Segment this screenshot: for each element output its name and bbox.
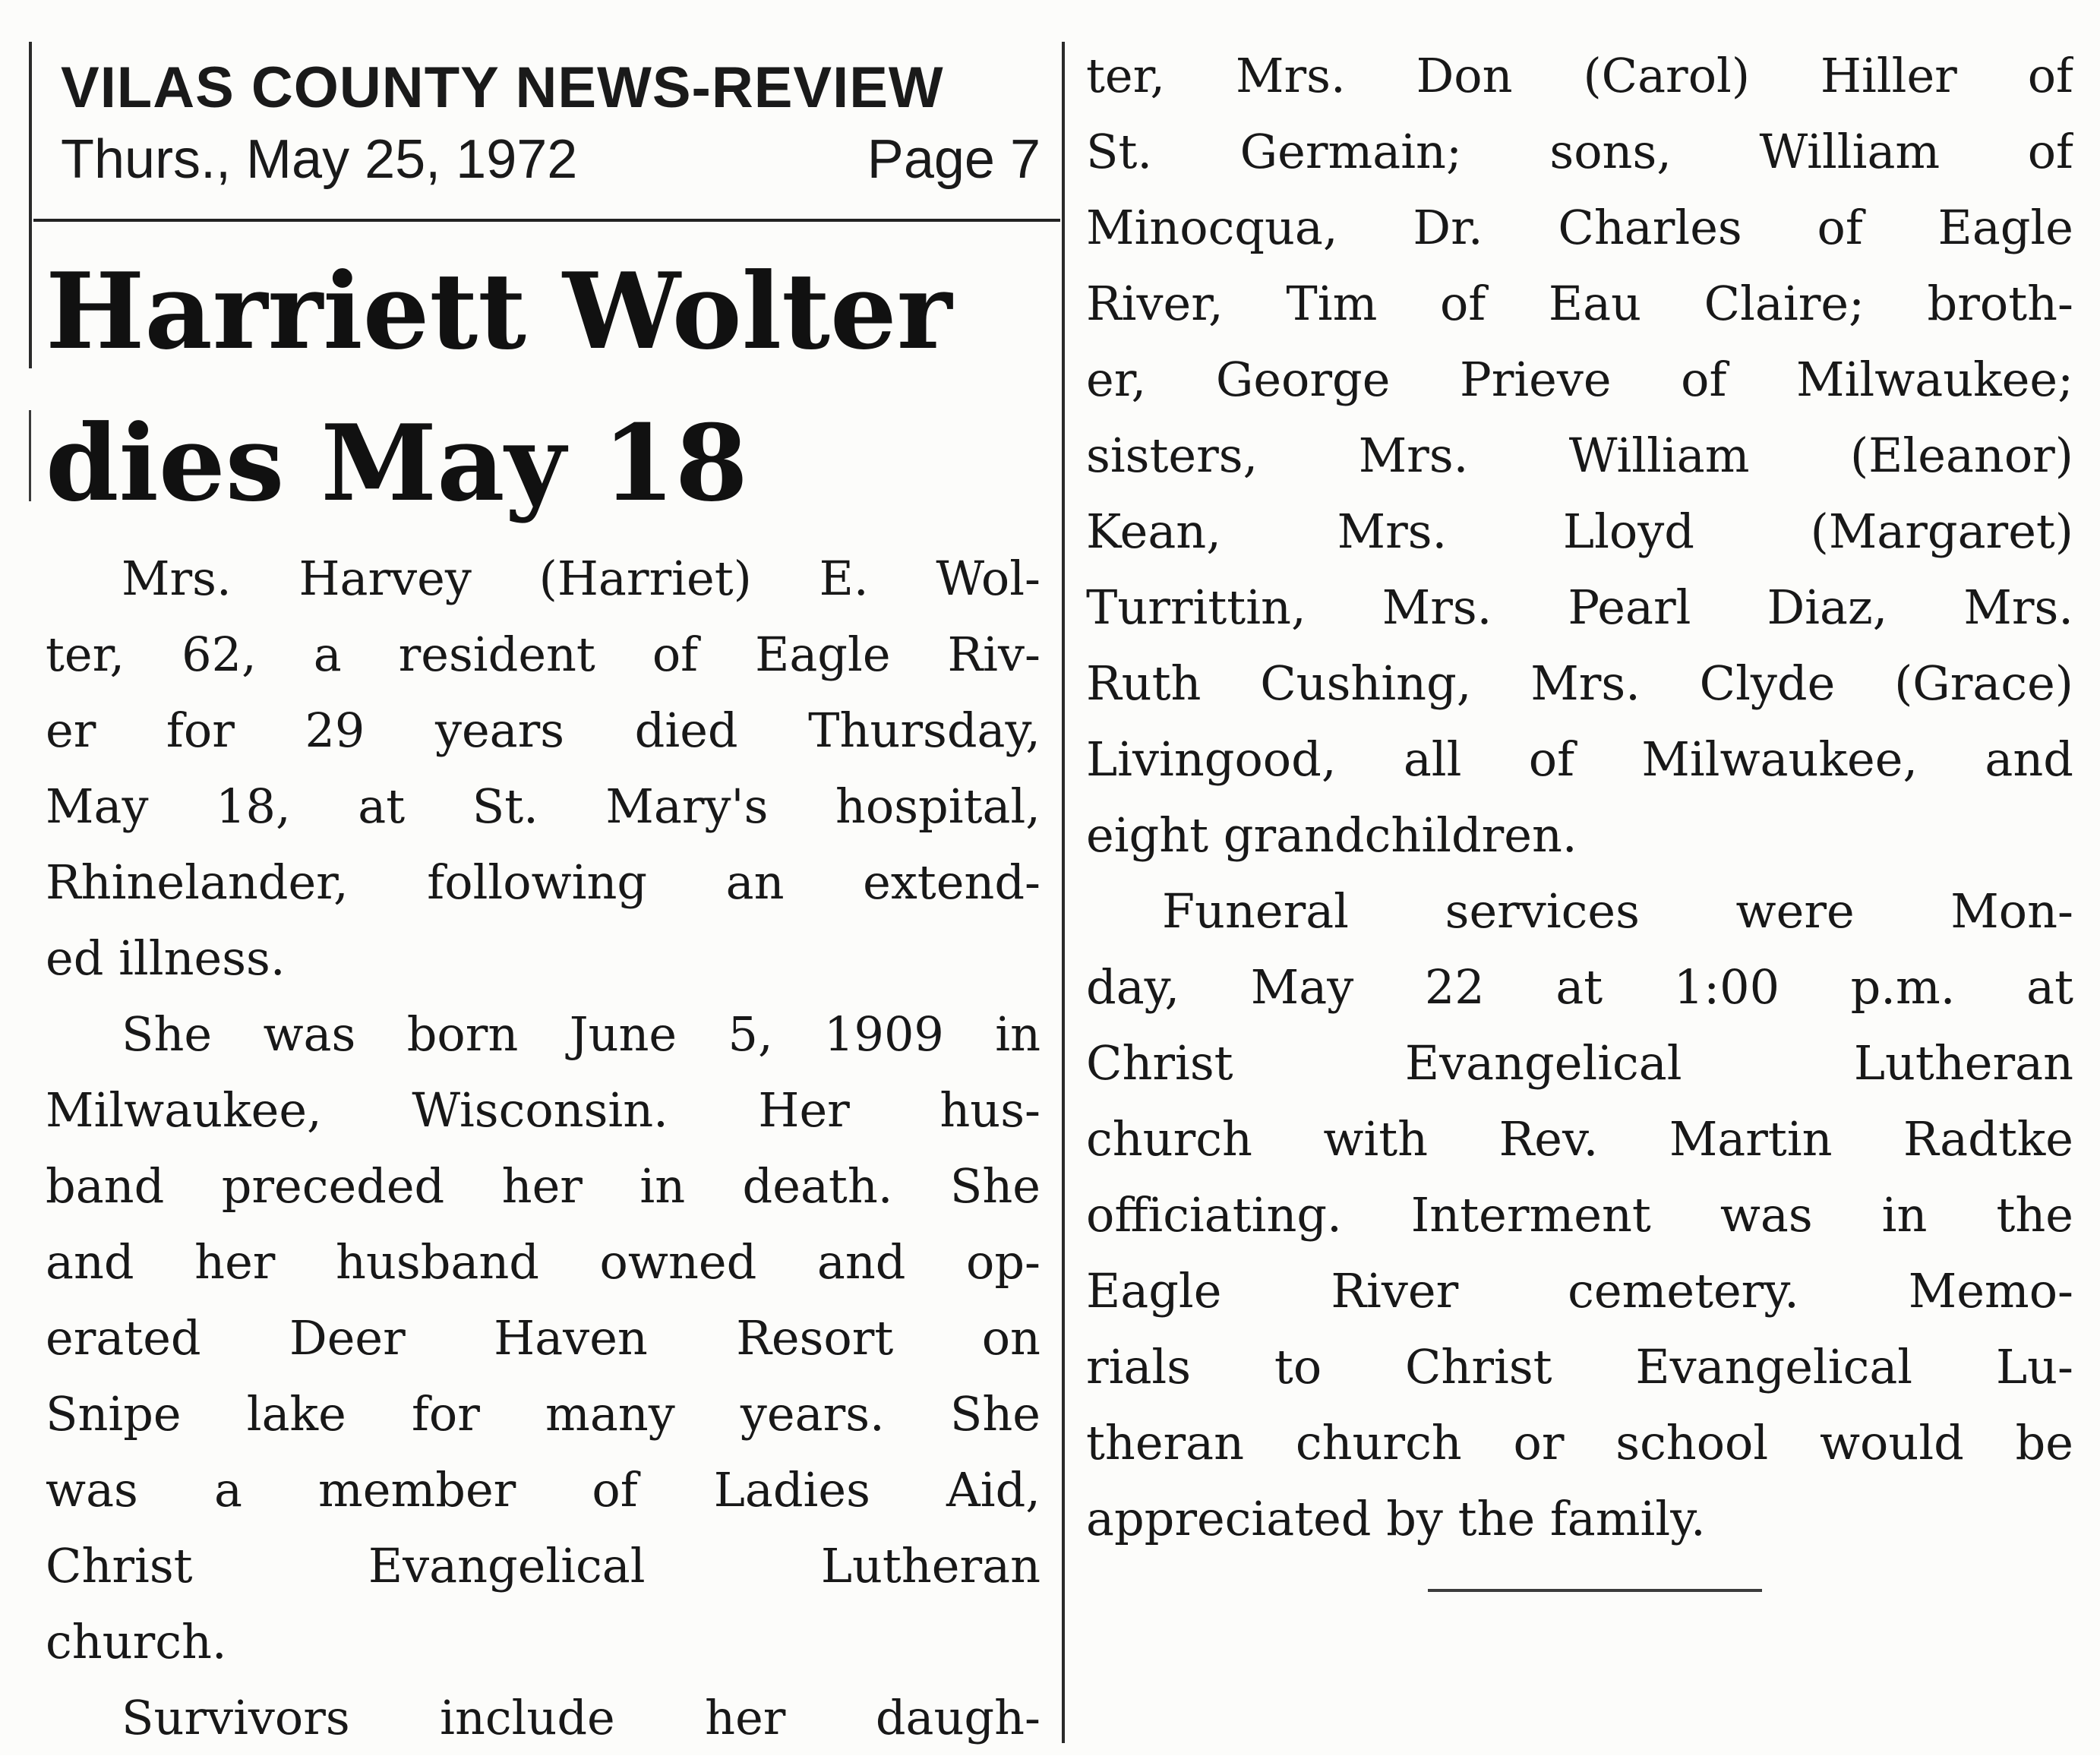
- article-text-line: Livingood, all of Milwaukee, and: [1086, 731, 2073, 787]
- article-text-line: She was born June 5, 1909 in: [122, 1006, 1041, 1062]
- article-text-line: Christ Evangelical Lutheran: [46, 1538, 1041, 1593]
- article-text-line: Milwaukee, Wisconsin. Her hus-: [46, 1082, 1041, 1138]
- article-text-line: band preceded her in death. She: [46, 1158, 1041, 1214]
- article-text-line: Christ Evangelical Lutheran: [1086, 1035, 2073, 1091]
- left-column-rule-lower: [29, 410, 31, 501]
- article-text-line: eight grandchildren.: [1086, 807, 1577, 863]
- issue-date: Thurs., May 25, 1972: [61, 129, 578, 190]
- masthead: [61, 53, 1048, 196]
- newspaper-name: VILAS COUNTY NEWS-REVIEW: [61, 55, 944, 120]
- article-text-line: Eagle River cemetery. Memo-: [1086, 1263, 2073, 1319]
- article-text-line: ter, Mrs. Don (Carol) Hiller of: [1086, 48, 2073, 103]
- page-number: Page 7: [867, 129, 1041, 190]
- headline-line-1: Harriett Wolter: [46, 249, 952, 373]
- article-text-line: church.: [46, 1614, 227, 1669]
- article-text-line: er for 29 years died Thursday,: [46, 703, 1041, 758]
- article-text-line: rials to Christ Evangelical Lu-: [1086, 1339, 2073, 1394]
- article-text-line: River, Tim of Eau Claire; broth-: [1086, 276, 2073, 331]
- article-text-line: Turrittin, Mrs. Pearl Diaz, Mrs.: [1086, 580, 2073, 635]
- left-column-rule: [29, 42, 32, 368]
- article-text-line: Mrs. Harvey (Harriet) E. Wol-: [122, 551, 1041, 606]
- article-text-line: was a member of Ladies Aid,: [46, 1462, 1041, 1518]
- article-text-line: Survivors include her daugh-: [122, 1690, 1041, 1745]
- column-divider-rule: [1062, 42, 1065, 1743]
- article-text-line: theran church or school would be: [1086, 1415, 2073, 1470]
- article-text-line: and her husband owned and op-: [46, 1234, 1041, 1290]
- article-text-line: May 18, at St. Mary's hospital,: [46, 779, 1041, 834]
- article-text-line: Rhinelander, following an extend-: [46, 854, 1041, 910]
- article-text-line: St. Germain; sons, William of: [1086, 124, 2073, 179]
- article-text-line: appreciated by the family.: [1086, 1491, 1706, 1546]
- article-headline: [46, 235, 1056, 539]
- article-column-right: [1086, 38, 2073, 1557]
- article-text-line: Ruth Cushing, Mrs. Clyde (Grace): [1086, 655, 2073, 711]
- article-text-line: day, May 22 at 1:00 p.m. at: [1086, 959, 2073, 1015]
- article-text-line: ter, 62, a resident of Eagle Riv-: [46, 627, 1041, 682]
- masthead-underline: [33, 219, 1060, 222]
- headline-line-2: dies May 18: [46, 401, 748, 525]
- article-text-line: church with Rev. Martin Radtke: [1086, 1111, 2073, 1167]
- dateline: [61, 123, 1041, 196]
- article-text-line: Kean, Mrs. Lloyd (Margaret): [1086, 504, 2073, 559]
- article-text-line: officiating. Interment was in the: [1086, 1187, 2073, 1243]
- article-column-left: [46, 541, 1041, 1756]
- article-text-line: Snipe lake for many years. She: [46, 1386, 1041, 1442]
- article-end-rule: [1428, 1589, 1762, 1592]
- article-text-line: sisters, Mrs. William (Eleanor): [1086, 428, 2073, 483]
- article-text-line: Funeral services were Mon-: [1162, 883, 2073, 939]
- article-text-line: Minocqua, Dr. Charles of Eagle: [1086, 200, 2073, 255]
- article-text-line: er, George Prieve of Milwaukee;: [1086, 352, 2073, 407]
- article-text-line: ed illness.: [46, 930, 286, 986]
- article-text-line: erated Deer Haven Resort on: [46, 1310, 1041, 1366]
